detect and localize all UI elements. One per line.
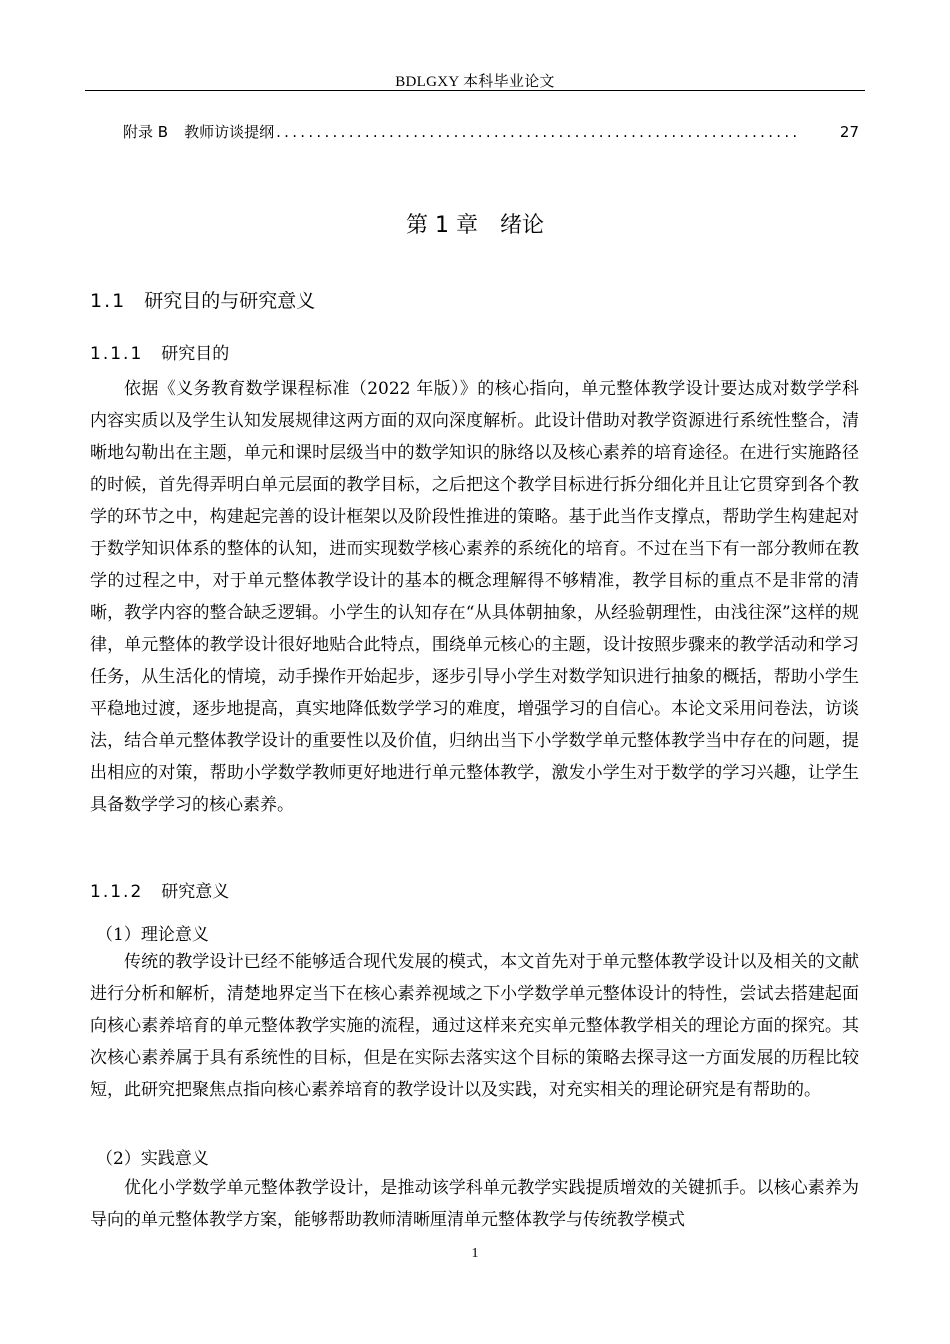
page-number: 1 <box>471 1246 479 1261</box>
subsection-heading-1-1-2 <box>90 877 229 902</box>
paragraph-research-purpose: 依据《义务教育数学课程标准（2022 年版）》的核心指向，单元整体教学设计要达成对数学学科内容实质以及学生认知发展规律这两方面的双向深度解析。此设计借助对教学资源进行系统性整合，清晰地勾勒出在主题，单元和课时层级当中的数学知识的脉络以及核心素养的培育途径。在进行实施路径的时候，首先得弄明白单元层面的教学目标，之后把这个教学目标进行拆分细化并且让它贯穿到各个教学的环节之中，构建起完善的设计框架以及阶段性推进的策略。基于此当作支撑点，帮助学生构建起对于数学知识体系的整体的认知，进而实现数学核心素养的系统化的培育。不过在当下有一部分教师在教学的过程之中，对于单元整体教学设计的基本的概念理解得不够精准，教学目标的重点不是非常的清晰，教学内容的整合缺乏逻辑。小学生的认知存在“从具体朝抽象，从经验朝理性，由浅往深”这样的规律，单元整体的教学设计很好地贴合此特点，围绕单元核心的主题，设计按照步骤来的教学活动和学习任务，从生活化的情境，动手操作开始起步，逐步引导小学生对数学知识进行抽象的概括，帮助小学生平稳地过渡，逐步地提高，真实地降低数学学习的难度，增强学习的自信心。本论文采用问卷法，访谈法，结合单元整体教学设计的重要性以及价值，归纳出当下小学数学单元整体教学当中存在的问题，提出相应的对策，帮助小学数学教师更好地进行单元整体教学，激发小学生对于数学的学习兴趣，让学生具备数学学习的核心素养。 <box>90 379 859 815</box>
subsection-heading-1-1-1 <box>90 339 229 364</box>
toc-entry-appendix-b[interactable] <box>123 121 859 142</box>
label-practice-significance: （2）实践意义 <box>96 1149 209 1169</box>
label-theory-significance: （1）理论意义 <box>96 925 209 945</box>
section-title: 研究目的与研究意义 <box>144 290 316 312</box>
subsection-title: 研究目的 <box>161 344 230 364</box>
toc-entry-prefix: 附录 B <box>123 123 169 141</box>
subsection-number: 1.1.1 <box>90 344 144 364</box>
running-header: BDLGXY 本科毕业论文 <box>395 74 555 90</box>
paragraph-practice-significance: 优化小学数学单元整体教学设计，是推动该学科单元教学实践提质增效的关键抓手。以核心素养为导向的单元整体教学方案，能够帮助教师清晰厘清单元整体教学与传统教学模式 <box>90 1178 859 1230</box>
subsection-number: 1.1.2 <box>90 882 144 902</box>
toc-entry-text: 教师访谈提纲 <box>184 123 275 141</box>
toc-leader-dots: ................................................................. <box>276 123 801 141</box>
toc-entry-page: 27 <box>839 123 859 141</box>
paragraph-theory-significance: 传统的教学设计已经不能够适合现代发展的模式，本文首先对于单元整体教学设计以及相关的文献进行分析和解析，清楚地界定当下在核心素养视域之下小学数学单元整体设计的特性，尝试去搭建起面向核心素养培育的单元整体教学实施的流程，通过这样来充实单元整体教学相关的理论方面的探究。其次核心素养属于具有系统性的目标，但是在实际去落实这个目标的策略去探寻这一方面发展的历程比较短，此研究把聚焦点指向核心素养培育的教学设计以及实践，对充实相关的理论研究是有帮助的。 <box>90 952 859 1100</box>
subsection-title: 研究意义 <box>161 882 230 902</box>
header-divider <box>85 90 865 91</box>
section-heading-1-1 <box>90 286 315 313</box>
section-number: 1.1 <box>90 290 127 312</box>
toc-entry-label <box>123 121 274 142</box>
chapter-title: 第 1 章 绪论 <box>406 213 544 238</box>
